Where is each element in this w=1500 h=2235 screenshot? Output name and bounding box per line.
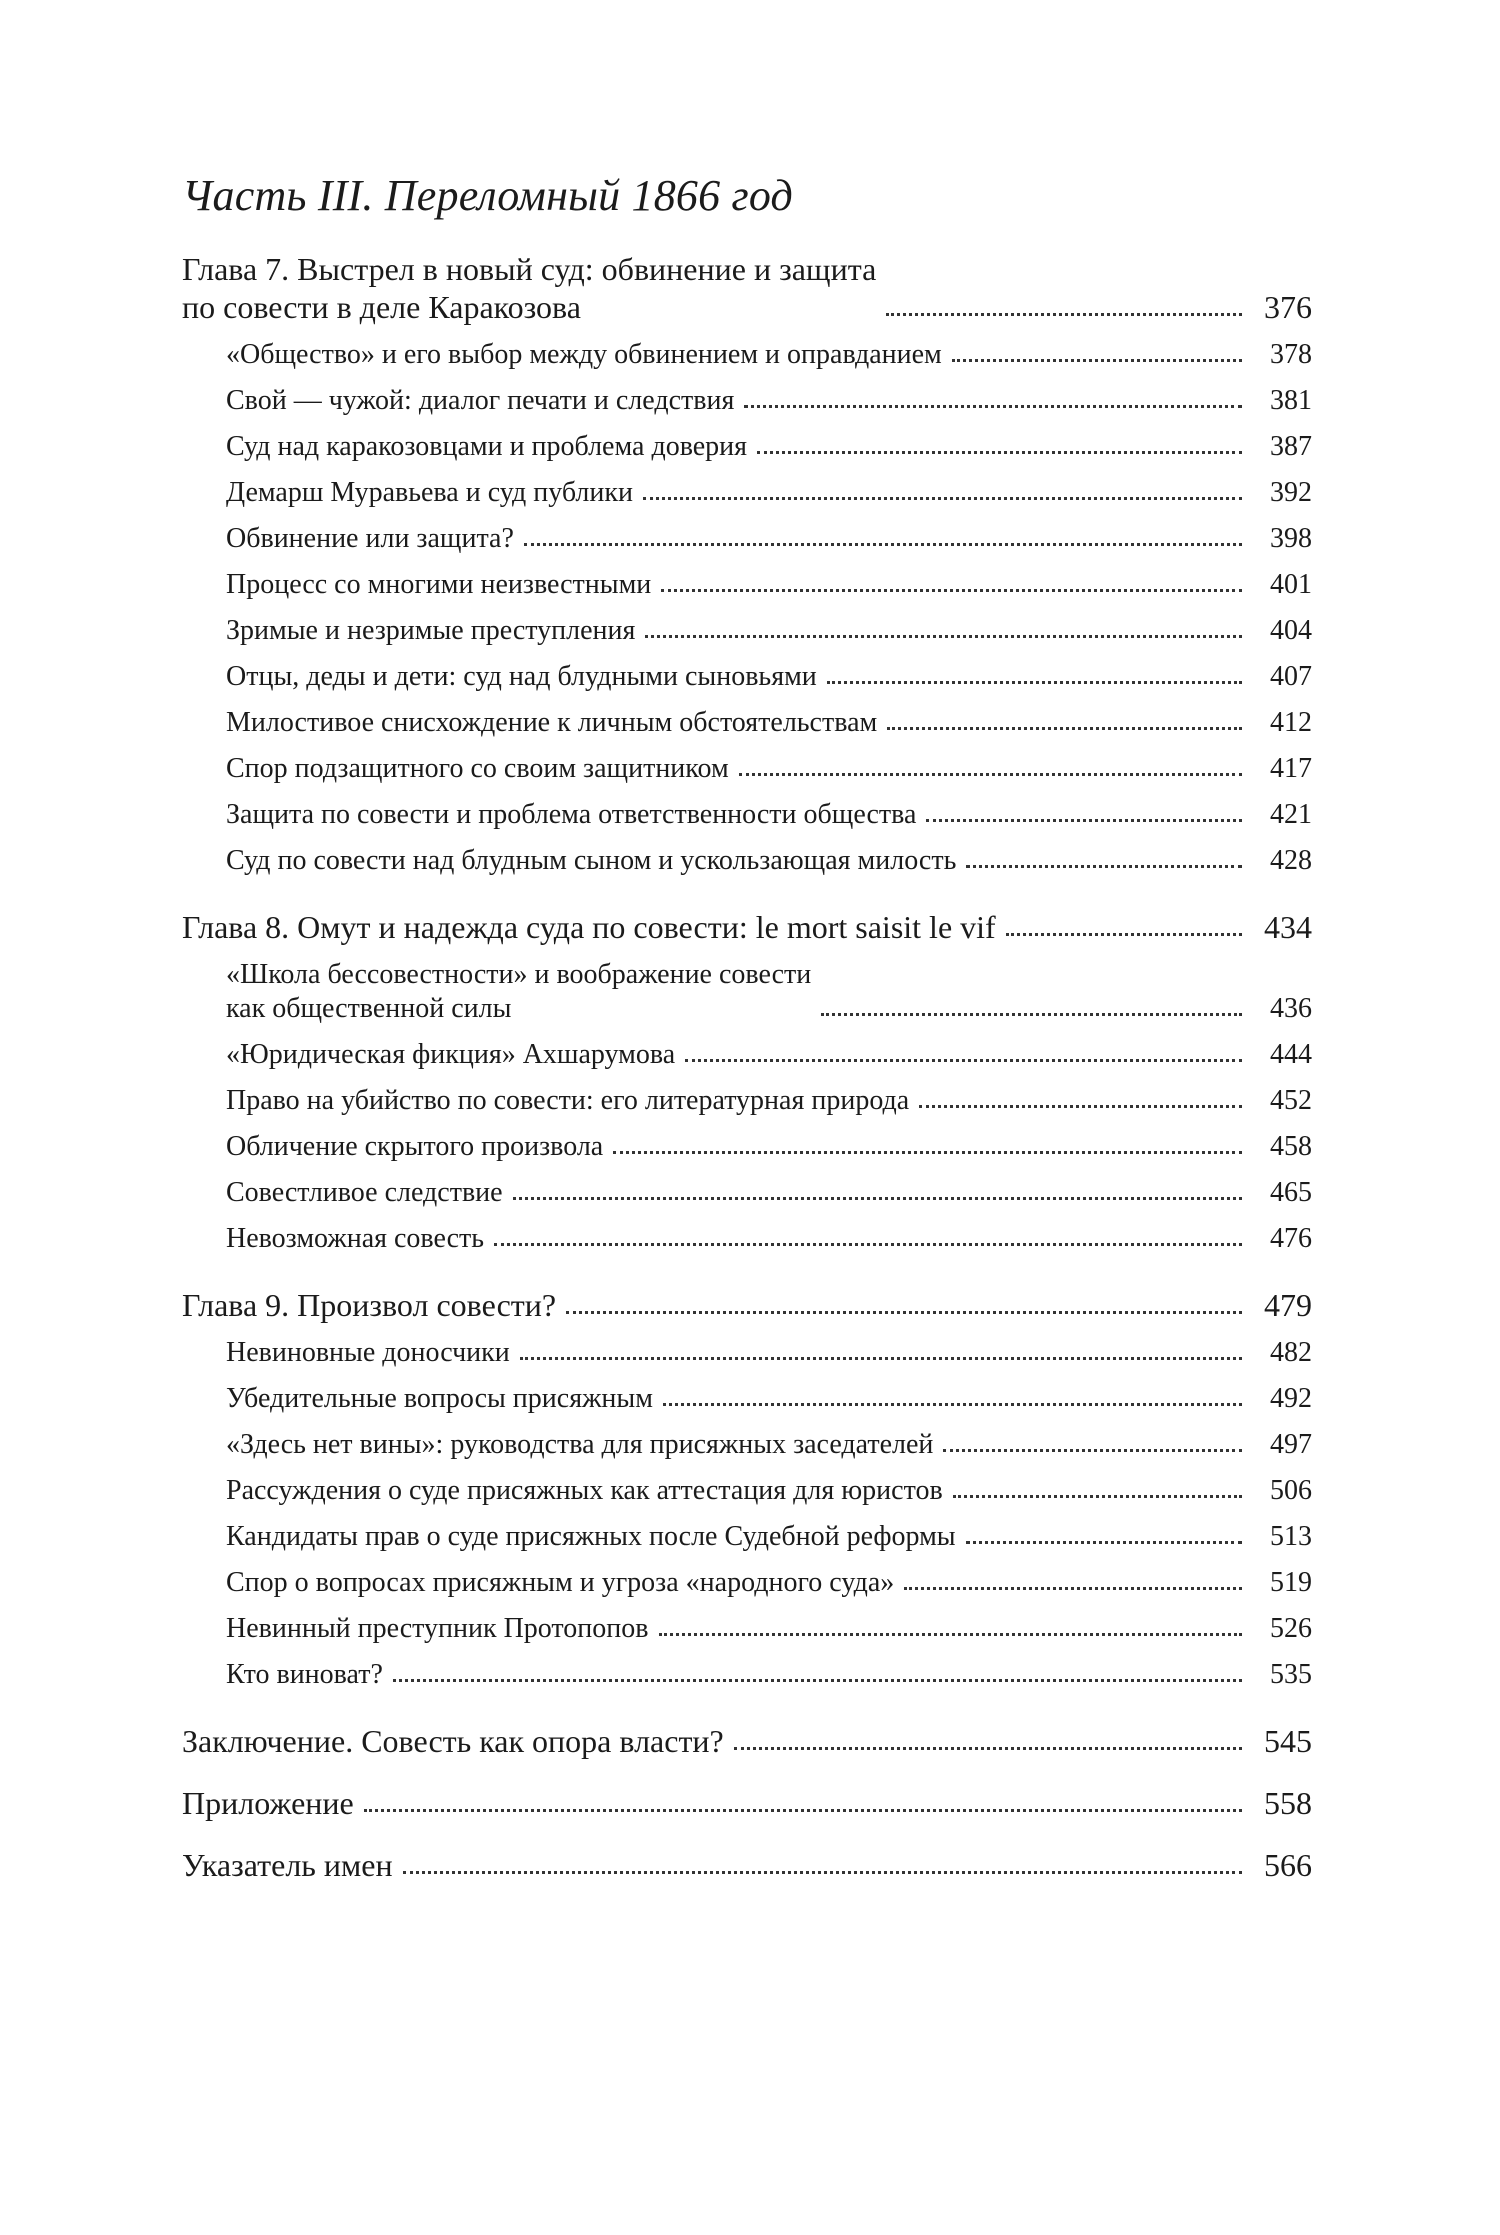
- dot-leader: [919, 1105, 1242, 1108]
- page-number: 545: [1264, 1723, 1312, 1759]
- part-title: Часть III. Переломный 1866 год: [182, 171, 793, 220]
- page-number: 428: [1270, 845, 1312, 876]
- chapter-title: Глава 7. Выстрел в новый суд: обвинение и защита по совести в деле Каракозова: [182, 251, 877, 325]
- dot-leader: [566, 1311, 1242, 1314]
- page-number: 476: [1270, 1223, 1312, 1254]
- section-entry: [182, 844, 1312, 878]
- section-entry: [182, 706, 1312, 740]
- section-entry: [182, 752, 1312, 786]
- section-title: Зримые и незримые преступления: [226, 615, 636, 646]
- dot-leader: [661, 589, 1242, 592]
- dot-leader: [886, 313, 1242, 316]
- index-entry: [182, 1846, 1312, 1884]
- section-title: Кандидаты прав о суде присяжных после Судебной реформы: [226, 1521, 956, 1552]
- page-number: 387: [1270, 431, 1312, 462]
- section-title: Демарш Муравьева и суд публики: [226, 477, 633, 508]
- dot-leader: [520, 1357, 1242, 1360]
- section-title: Невозможная совесть: [226, 1223, 485, 1254]
- page-number: 378: [1270, 339, 1312, 370]
- conclusion-title: Заключение. Совесть как опора власти?: [182, 1723, 724, 1759]
- section-title: Суд по совести над блудным сыном и ускользающая милость: [226, 845, 957, 876]
- section-title: Процесс со многими неизвестными: [226, 569, 652, 600]
- section-entry: [182, 1222, 1312, 1256]
- section-entry: [182, 1130, 1312, 1164]
- chapter-entry: [182, 908, 1312, 946]
- section-entry: [182, 1176, 1312, 1210]
- page-number: 444: [1270, 1039, 1312, 1070]
- dot-leader: [643, 497, 1242, 500]
- page-number: 566: [1264, 1847, 1312, 1883]
- dot-leader: [887, 727, 1242, 730]
- chapter-entry: [182, 250, 1312, 326]
- dot-leader: [926, 819, 1242, 822]
- page-number: 492: [1270, 1383, 1312, 1414]
- section-title: Совестливое следствие: [226, 1177, 503, 1208]
- page-number: 452: [1270, 1085, 1312, 1116]
- section-title: Рассуждения о суде присяжных как аттестация для юристов: [226, 1475, 943, 1506]
- section-title: Право на убийство по совести: его литературная природа: [226, 1085, 910, 1116]
- section-entry: [182, 338, 1312, 372]
- page-number: 558: [1264, 1785, 1312, 1821]
- page-number: 421: [1270, 799, 1312, 830]
- section-title: Защита по совести и проблема ответственности общества: [226, 799, 917, 830]
- page-number: 497: [1270, 1429, 1312, 1460]
- page-number: 479: [1264, 1287, 1312, 1323]
- dot-leader: [685, 1059, 1242, 1062]
- section-title: Спор о вопросах присяжным и угроза «народного суда»: [226, 1567, 895, 1598]
- page-number: 519: [1270, 1567, 1312, 1598]
- dot-leader: [757, 451, 1242, 454]
- page-number: 392: [1270, 477, 1312, 508]
- section-entry: [182, 1474, 1312, 1508]
- dot-leader: [364, 1809, 1242, 1812]
- section-title: Отцы, деды и дети: суд над блудными сыновьями: [226, 661, 817, 692]
- section-entry: [182, 1038, 1312, 1072]
- chapter-title: Глава 9. Произвол совести?: [182, 1287, 557, 1323]
- page-number: 401: [1270, 569, 1312, 600]
- dot-leader: [952, 359, 1242, 362]
- page-number: 526: [1270, 1613, 1312, 1644]
- section-entry: [182, 614, 1312, 648]
- dot-leader: [966, 865, 1242, 868]
- page-number: 482: [1270, 1337, 1312, 1368]
- dot-leader: [739, 773, 1242, 776]
- dot-leader: [966, 1541, 1242, 1544]
- dot-leader: [734, 1747, 1242, 1750]
- dot-leader: [821, 1013, 1242, 1016]
- section-entry: [182, 1428, 1312, 1462]
- appendix-entry: [182, 1784, 1312, 1822]
- page-number: 458: [1270, 1131, 1312, 1162]
- section-title: «Школа бессовестности» и воображение совести как общественной силы: [226, 959, 812, 1024]
- section-title: Убедительные вопросы присяжным: [226, 1383, 653, 1414]
- page-number: 404: [1270, 615, 1312, 646]
- section-title: Суд над каракозовцами и проблема доверия: [226, 431, 748, 462]
- page-number: 513: [1270, 1521, 1312, 1552]
- section-entry: [182, 1658, 1312, 1692]
- page-number: 381: [1270, 385, 1312, 416]
- dot-leader: [904, 1587, 1242, 1590]
- section-entry: [182, 660, 1312, 694]
- page-number: 436: [1270, 993, 1312, 1024]
- section-title: «Общество» и его выбор между обвинением и оправданием: [226, 339, 942, 370]
- section-entry: [182, 476, 1312, 510]
- section-title: Невинный преступник Протопопов: [226, 1613, 649, 1644]
- section-entry: [182, 1612, 1312, 1646]
- dot-leader: [744, 405, 1242, 408]
- section-entry: [182, 568, 1312, 602]
- section-title: Спор подзащитного со своим защитником: [226, 753, 729, 784]
- page-number: 407: [1270, 661, 1312, 692]
- section-entry: [182, 1520, 1312, 1554]
- dot-leader: [645, 635, 1242, 638]
- section-entry: [182, 958, 1312, 1026]
- section-title: Обличение скрытого произвола: [226, 1131, 604, 1162]
- section-title: «Юридическая фикция» Ахшарумова: [226, 1039, 676, 1070]
- page-number: 506: [1270, 1475, 1312, 1506]
- page-number: 417: [1270, 753, 1312, 784]
- dot-leader: [513, 1197, 1242, 1200]
- dot-leader: [613, 1151, 1242, 1154]
- dot-leader: [827, 681, 1242, 684]
- section-title: Свой — чужой: диалог печати и следствия: [226, 385, 735, 416]
- toc-page: [182, 168, 1312, 1908]
- page-number: 412: [1270, 707, 1312, 738]
- section-title: «Здесь нет вины»: руководства для присяжных заседателей: [226, 1429, 934, 1460]
- section-title: Кто виноват?: [226, 1659, 383, 1690]
- chapter-title: Глава 8. Омут и надежда суда по совести: le mort saisit le vif: [182, 909, 996, 945]
- dot-leader: [943, 1449, 1242, 1452]
- conclusion-entry: [182, 1722, 1312, 1760]
- section-entry: [182, 430, 1312, 464]
- section-entry: [182, 1336, 1312, 1370]
- dot-leader: [1006, 933, 1242, 936]
- dot-leader: [524, 543, 1242, 546]
- dot-leader: [663, 1403, 1242, 1406]
- page-number: 376: [1264, 289, 1312, 325]
- appendix-title: Приложение: [182, 1785, 354, 1821]
- dot-leader: [953, 1495, 1242, 1498]
- page-number: 535: [1270, 1659, 1312, 1690]
- section-entry: [182, 1566, 1312, 1600]
- dot-leader: [494, 1243, 1242, 1246]
- page-number: 398: [1270, 523, 1312, 554]
- page-number: 434: [1264, 909, 1312, 945]
- section-title: Невиновные доносчики: [226, 1337, 510, 1368]
- section-entry: [182, 522, 1312, 556]
- dot-leader: [403, 1871, 1242, 1874]
- index-title: Указатель имен: [182, 1847, 393, 1883]
- section-entry: [182, 1084, 1312, 1118]
- chapter-block-9: [182, 1286, 1312, 1692]
- dot-leader: [659, 1633, 1243, 1636]
- section-entry: [182, 798, 1312, 832]
- chapter-entry: [182, 1286, 1312, 1324]
- section-title: Обвинение или защита?: [226, 523, 514, 554]
- page-number: 465: [1270, 1177, 1312, 1208]
- dot-leader: [393, 1679, 1242, 1682]
- section-entry: [182, 384, 1312, 418]
- section-entry: [182, 1382, 1312, 1416]
- chapter-block-7: [182, 250, 1312, 878]
- section-title: Милостивое снисхождение к личным обстоятельствам: [226, 707, 878, 738]
- chapter-block-8: [182, 908, 1312, 1256]
